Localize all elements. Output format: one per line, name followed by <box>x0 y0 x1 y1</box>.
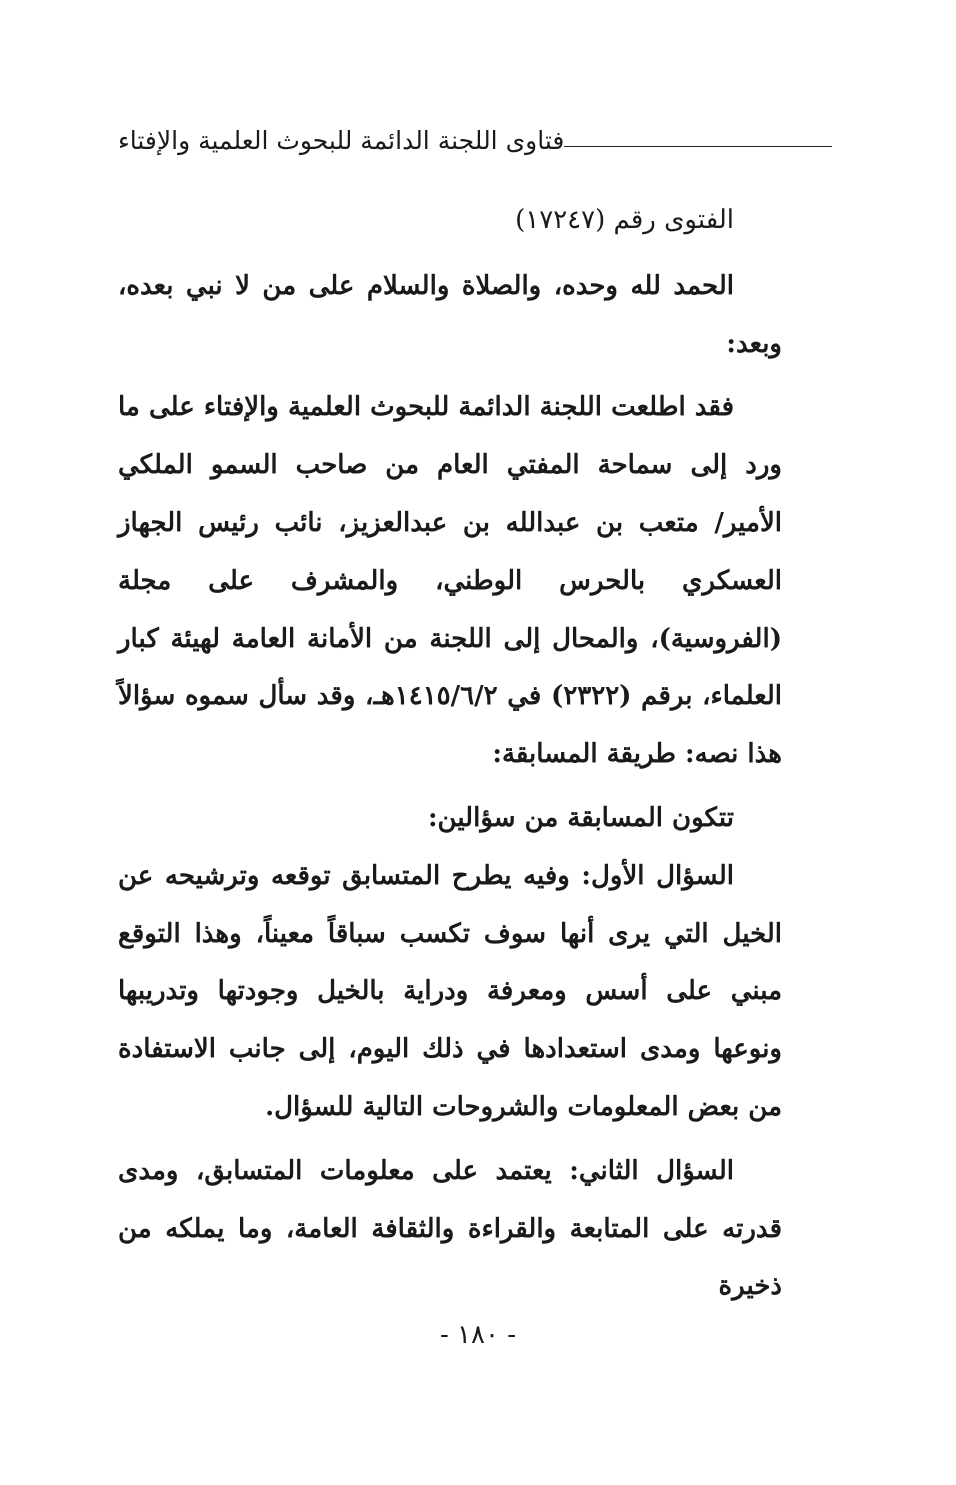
paragraph-competition-parts: تتكون المسابقة من سؤالين: <box>427 802 734 833</box>
header-rule <box>564 146 832 147</box>
paragraph-opening: الحمد لله وحده، والصلاة والسلام على من لا نبي بعده، وبعد: <box>118 270 782 359</box>
paragraph-question-intro: فقد اطلعت اللجنة الدائمة للبحوث العلمية والإفتاء على ما ورد إلى سماحة المفتي العام من صاحب السمو الملكي الأمير/ متعب بن عبدالله بن عبدالعزيز، نائب رئيس الجهاز العسكري بالحرس الوطني، والمشرف على مجلة (الفروسية)، والمحال إلى اللجنة من الأمانة العامة لهيئة كبار العلماء، برقم (٢٣٢٢) في ١٤١٥/٦/٢هـ، وقد سأل سموه سؤالاً هذا نصه: طريقة المسابقة: <box>118 392 782 770</box>
running-header <box>110 128 832 153</box>
running-title: فتاوى اللجنة الدائمة للبحوث العلمية والإفتاء <box>118 126 565 155</box>
page-number: - ١٨٠ - <box>439 1320 517 1350</box>
body-text <box>118 192 782 1316</box>
fatwa-number: الفتوى رقم (١٧٢٤٧) <box>515 205 734 235</box>
paragraph-first-question: السؤال الأول: وفيه يطرح المتسابق توقعه وترشيحه عن الخيل التي يرى أنها سوف تكسب سباقاً معيناً، وهذا التوقع مبني على أسس ومعرفة ودراية بالخيل وجودتها وتدريبها ونوعها ومدى استعدادها في ذلك اليوم، إلى جانب الاستفادة من بعض المعلومات والشروحات التالية للسؤال. <box>118 860 782 1122</box>
paragraph-second-question: السؤال الثاني: يعتمد على معلومات المتسابق، ومدى قدرته على المتابعة والقراءة والثقافة العامة، وما يملكه من ذخيرة <box>118 1155 782 1302</box>
